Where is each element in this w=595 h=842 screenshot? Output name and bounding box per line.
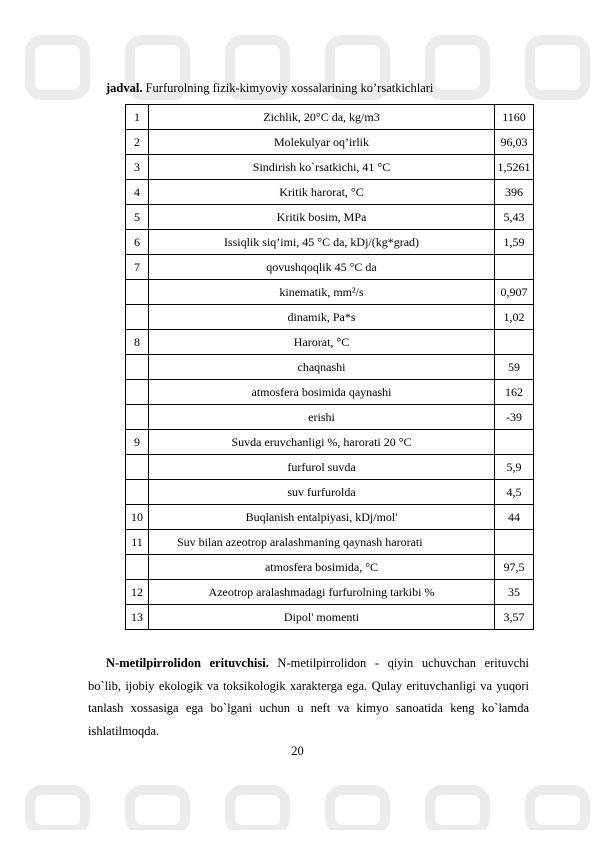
table-row bbox=[126, 305, 534, 330]
table-row bbox=[126, 455, 534, 480]
row-number-cell: 11 bbox=[126, 530, 149, 555]
row-number-cell bbox=[126, 455, 149, 480]
property-value-cell: 35 bbox=[495, 580, 534, 605]
property-name-cell: dinamik, Pa*s bbox=[149, 305, 495, 330]
table-row bbox=[126, 330, 534, 355]
property-value-cell: 1,5261 bbox=[495, 155, 534, 180]
row-number-cell: 5 bbox=[126, 205, 149, 230]
property-name-cell: atmosfera bosimida, °C bbox=[149, 555, 495, 580]
paragraph-text: N-metilpirrolidon - qiyin uchuvchan erituvchi bo`lib, ijobiy ekologik va toksikologik xarakterga ega. Qulay erituvchanligi va yuqori tanlash xossasiga ega bo`lgani uchun u neft va kimyo sanoatida keng ko`lamda ishlatilmoqda. bbox=[88, 656, 529, 738]
table-row bbox=[126, 255, 534, 280]
body-paragraph bbox=[88, 652, 529, 742]
property-name-cell: Azeotrop aralashmadagi furfurolning tarkibi % bbox=[149, 580, 495, 605]
table-row bbox=[126, 605, 534, 630]
table-row bbox=[126, 505, 534, 530]
property-name-cell: Suvda eruvchanligi %, harorati 20 °C bbox=[149, 430, 495, 455]
row-number-cell bbox=[126, 480, 149, 505]
row-number-cell: 1 bbox=[126, 105, 149, 130]
property-name-cell: kinematik, mm²/s bbox=[149, 280, 495, 305]
table-row bbox=[126, 480, 534, 505]
table-row bbox=[126, 230, 534, 255]
property-name-cell: Zichlik, 20°C da, kg/m3 bbox=[149, 105, 495, 130]
row-number-cell bbox=[126, 280, 149, 305]
property-name-cell: Dipol' momenti bbox=[149, 605, 495, 630]
row-number-cell: 4 bbox=[126, 180, 149, 205]
property-name-cell: suv furfurolda bbox=[149, 480, 495, 505]
table-row bbox=[126, 430, 534, 455]
property-value-cell: 1,59 bbox=[495, 230, 534, 255]
property-name-cell: Harorat, °C bbox=[149, 330, 495, 355]
table-row bbox=[126, 555, 534, 580]
property-name-cell: chaqnashi bbox=[149, 355, 495, 380]
table-row bbox=[126, 355, 534, 380]
row-number-cell: 13 bbox=[126, 605, 149, 630]
property-value-cell: 1,02 bbox=[495, 305, 534, 330]
row-number-cell: 8 bbox=[126, 330, 149, 355]
table-row bbox=[126, 530, 534, 555]
table-caption-label: jadval. bbox=[106, 81, 143, 95]
row-number-cell: 10 bbox=[126, 505, 149, 530]
row-number-cell: 2 bbox=[126, 130, 149, 155]
property-value-cell: 44 bbox=[495, 505, 534, 530]
property-name-cell: Suv bilan azeotrop aralashmaning qaynash harorati bbox=[149, 530, 495, 555]
property-value-cell: 4,5 bbox=[495, 480, 534, 505]
property-value-cell: 1160 bbox=[495, 105, 534, 130]
property-name-cell: Kritik bosim, MPa bbox=[149, 205, 495, 230]
property-name-cell: Molekulyar oq’irlik bbox=[149, 130, 495, 155]
table-caption-title: Furfurolning fizik-kimyoviy xossalarining ko’rsatkichlari bbox=[145, 81, 434, 95]
row-number-cell: 3 bbox=[126, 155, 149, 180]
property-value-cell: 0,907 bbox=[495, 280, 534, 305]
property-value-cell: 59 bbox=[495, 355, 534, 380]
table-row bbox=[126, 105, 534, 130]
property-name-cell: erishi bbox=[149, 405, 495, 430]
page-number: 20 bbox=[291, 744, 304, 758]
row-number-cell bbox=[126, 405, 149, 430]
table-row bbox=[126, 280, 534, 305]
property-name-cell: Buqlanish entalpiyasi, kDj/mol' bbox=[149, 505, 495, 530]
property-value-cell: 3,57 bbox=[495, 605, 534, 630]
row-number-cell bbox=[126, 355, 149, 380]
table-row bbox=[126, 130, 534, 155]
properties-table bbox=[125, 104, 534, 630]
property-name-cell: atmosfera bosimida qaynashi bbox=[149, 380, 495, 405]
property-name-cell: Issiqlik siq’imi, 45 °C da, kDj/(kg*grad) bbox=[149, 230, 495, 255]
row-number-cell: 12 bbox=[126, 580, 149, 605]
property-value-cell bbox=[495, 255, 534, 280]
property-name-cell: qovushqoqlik 45 °C da bbox=[149, 255, 495, 280]
property-value-cell bbox=[495, 430, 534, 455]
property-value-cell: 97,5 bbox=[495, 555, 534, 580]
row-number-cell: 9 bbox=[126, 430, 149, 455]
property-value-cell: 5,9 bbox=[495, 455, 534, 480]
table-row bbox=[126, 380, 534, 405]
property-name-cell: furfurol suvda bbox=[149, 455, 495, 480]
property-value-cell: 162 bbox=[495, 380, 534, 405]
property-name-cell: Sindirish ko`rsatkichi, 41 °C bbox=[149, 155, 495, 180]
property-value-cell: 96,03 bbox=[495, 130, 534, 155]
table-row bbox=[126, 180, 534, 205]
property-name-cell: Kritik harorat, °C bbox=[149, 180, 495, 205]
row-number-cell bbox=[126, 555, 149, 580]
row-number-cell bbox=[126, 305, 149, 330]
property-value-cell: -39 bbox=[495, 405, 534, 430]
table-row bbox=[126, 580, 534, 605]
property-value-cell bbox=[495, 330, 534, 355]
table-row bbox=[126, 155, 534, 180]
row-number-cell: 6 bbox=[126, 230, 149, 255]
paragraph-lead: N-metilpirrolidon erituvchisi. bbox=[106, 656, 269, 670]
properties-table-body bbox=[126, 105, 534, 630]
row-number-cell: 7 bbox=[126, 255, 149, 280]
property-value-cell: 396 bbox=[495, 180, 534, 205]
table-row bbox=[126, 205, 534, 230]
property-value-cell: 5,43 bbox=[495, 205, 534, 230]
table-caption bbox=[106, 80, 433, 96]
table-row bbox=[126, 405, 534, 430]
property-value-cell bbox=[495, 530, 534, 555]
row-number-cell bbox=[126, 380, 149, 405]
